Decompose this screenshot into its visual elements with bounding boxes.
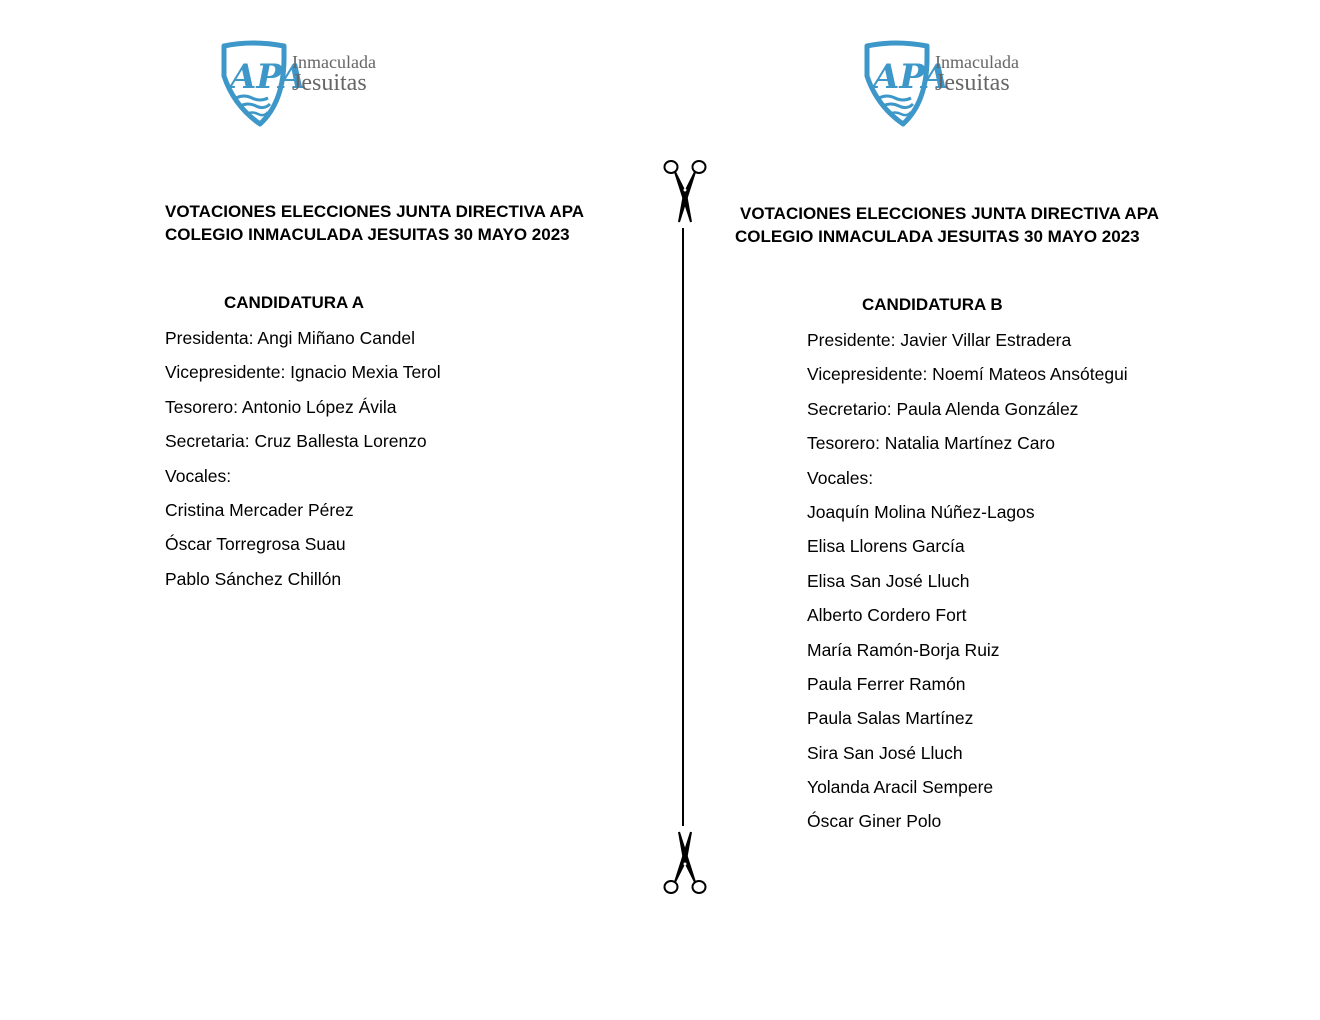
logo-letters: APA [230, 57, 306, 97]
ballot-b-title [735, 202, 1159, 248]
list-item: Elisa Llorens García [807, 536, 965, 557]
scissors-icon [660, 158, 710, 224]
logo-line2: Jesuitas [935, 70, 1010, 96]
list-item: Cristina Mercader Pérez [165, 499, 354, 520]
list-item: Secretaria: Cruz Ballesta Lorenzo [165, 431, 427, 452]
list-item: Tesorero: Natalia Martínez Caro [807, 433, 1056, 454]
title-line: VOTACIONES ELECCIONES JUNTA DIRECTIVA APA [165, 202, 585, 221]
list-item: Óscar Torregrosa Suau [165, 534, 346, 555]
list-item: Vocales: [165, 465, 232, 486]
ballot-a-title [165, 200, 584, 246]
list-item: Sira San José Lluch [807, 742, 963, 763]
title-line: COLEGIO INMACULADA JESUITAS 30 MAYO 2023 [165, 225, 570, 244]
cut-line [682, 228, 684, 826]
list-item: Yolanda Aracil Sempere [807, 777, 994, 798]
list-item: María Ramón-Borja Ruiz [807, 639, 1000, 660]
logo-letters: APA [873, 57, 949, 97]
title-line: VOTACIONES ELECCIONES JUNTA DIRECTIVA APA [740, 204, 1160, 223]
list-item: Elisa San José Lluch [807, 570, 970, 591]
logo-line2: Jesuitas [292, 70, 367, 96]
list-item: Presidenta: Angi Miñano Candel [165, 328, 416, 348]
scissors-icon [660, 830, 710, 896]
list-item: Paula Salas Martínez [807, 708, 974, 729]
apa-logo [212, 40, 382, 130]
list-item: Vocales: [807, 467, 874, 488]
candidacy-b-list [807, 329, 1128, 845]
candidacy-b-heading: CANDIDATURA B [862, 295, 1003, 314]
list-item: Alberto Cordero Fort [807, 605, 967, 626]
candidacy-a-heading: CANDIDATURA A [224, 293, 365, 312]
candidacy-a-list [165, 327, 441, 602]
list-item: Paula Ferrer Ramón [807, 673, 966, 694]
list-item: Vicepresidente: Ignacio Mexia Terol [165, 362, 441, 383]
list-item: Pablo Sánchez Chillón [165, 568, 342, 589]
list-item: Presidente: Javier Villar Estradera [807, 330, 1072, 350]
list-item: Vicepresidente: Noemí Mateos Ansótegui [807, 364, 1128, 385]
list-item: Tesorero: Antonio López Ávila [165, 396, 397, 417]
list-item: Joaquín Molina Núñez-Lagos [807, 501, 1035, 522]
apa-logo [855, 40, 1025, 130]
list-item: Secretario: Paula Alenda González [807, 398, 1079, 419]
title-line: COLEGIO INMACULADA JESUITAS 30 MAYO 2023 [735, 227, 1140, 246]
logo-line1: Inmaculada [292, 52, 376, 72]
logo-line1: Inmaculada [935, 52, 1019, 72]
list-item: Óscar Giner Polo [807, 811, 942, 832]
